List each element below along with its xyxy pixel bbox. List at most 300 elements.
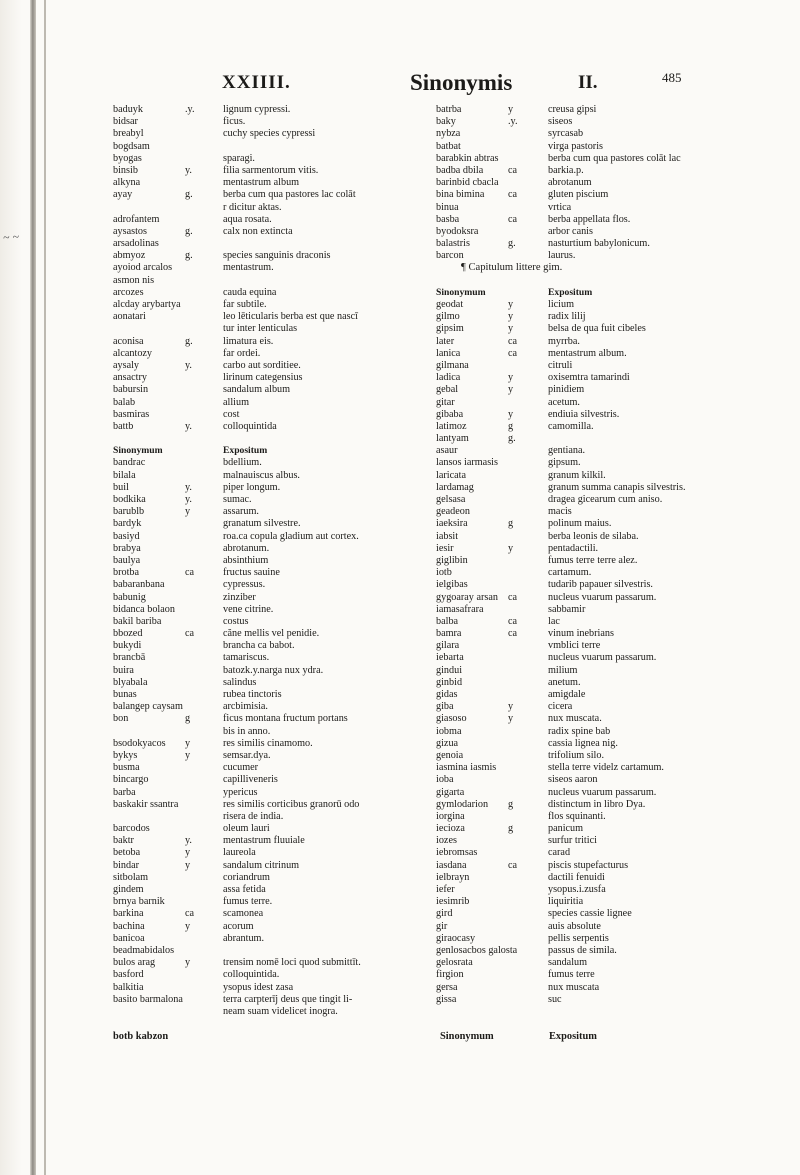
glossary-meaning: far ordei. [223, 347, 261, 359]
glossary-term: barcodos [113, 823, 150, 835]
glossary-term: basba [436, 213, 460, 225]
glossary-row [113, 141, 378, 153]
glossary-meaning: piper longum. [223, 481, 281, 493]
glossary-meaning: endiuia silvestris. [548, 408, 620, 420]
glossary-term: iabsit [436, 530, 459, 542]
glossary-row [113, 677, 378, 689]
glossary-term: binua [436, 201, 459, 213]
glossary-term: balkitia [113, 981, 144, 993]
glossary-row [113, 214, 378, 226]
glossary-term: gelsasa [436, 494, 466, 505]
glossary-term: buira [113, 664, 134, 676]
glossary-row [436, 543, 706, 555]
glossary-meaning: salindus [223, 676, 257, 688]
language-mark: y [508, 384, 514, 396]
glossary-term: bukydi [113, 640, 142, 652]
glossary-term: bsodokyacos [113, 737, 166, 749]
glossary-meaning: barkia.p. [548, 164, 584, 176]
glossary-row [113, 604, 378, 616]
glossary-meaning: abrotanum [548, 177, 592, 189]
glossary-meaning: carbo aut sorditiee. [223, 359, 301, 371]
glossary-row [436, 982, 706, 994]
glossary-meaning: nux muscata [548, 981, 600, 993]
glossary-term: gipsim [436, 323, 464, 335]
glossary-meaning: milium [548, 664, 578, 676]
glossary-term: iebarta [436, 652, 464, 664]
glossary-term: iasmina iasmis [436, 762, 497, 774]
glossary-term: batbat [436, 140, 461, 152]
glossary-meaning: berba appellata flos. [548, 213, 631, 225]
glossary-meaning: sparagi. [223, 152, 255, 164]
glossary-term: gebal [436, 384, 459, 396]
glossary-row [113, 616, 378, 628]
language-mark: y. [185, 835, 192, 847]
glossary-term: laricata [436, 469, 466, 481]
glossary-row [113, 348, 378, 360]
glossary-row [113, 592, 378, 604]
language-mark: ca [508, 347, 518, 359]
language-mark: g. [185, 250, 193, 262]
glossary-row [113, 823, 378, 835]
glossary-meaning: rubea tinctoris [223, 689, 282, 700]
language-mark: y. [185, 481, 192, 493]
glossary-meaning: ficus montana fructum portans [223, 713, 348, 725]
glossary-row [436, 677, 706, 689]
glossary-term: lardamag [436, 481, 474, 493]
glossary-meaning: costus [223, 615, 249, 627]
glossary-row [436, 787, 706, 799]
glossary-row [436, 494, 706, 506]
glossary-term: barba [113, 786, 136, 798]
binding-gutter [30, 0, 36, 1175]
glossary-term: balangep caysam [113, 701, 183, 713]
glossary-term: batrba [436, 104, 462, 115]
glossary-meaning: filia sarmentorum vitis. [223, 164, 319, 176]
glossary-meaning: granatum silvestre. [223, 518, 301, 530]
glossary-term: iesir [436, 542, 454, 554]
glossary-meaning: limatura eis. [223, 335, 274, 347]
glossary-meaning: nucleus vuarum passarum. [548, 591, 657, 603]
glossary-row [436, 567, 706, 579]
glossary-term: iotb [436, 567, 452, 579]
language-mark: y [508, 372, 514, 384]
glossary-term: alkyna [113, 177, 141, 189]
glossary-row [436, 482, 706, 494]
glossary-row [436, 104, 706, 116]
glossary-meaning: oleum lauri [223, 823, 270, 835]
glossary-term: iebromsas [436, 847, 478, 859]
glossary-meaning: brancha ca babot. [223, 640, 295, 652]
glossary-meaning: nasturtium babylonicum. [548, 238, 650, 250]
glossary-row [113, 847, 378, 859]
glossary-row [436, 177, 706, 189]
glossary-meaning: assarum. [223, 506, 259, 518]
language-mark: g [508, 798, 514, 810]
glossary-meaning: terra carpterīj deus que tingit li- [223, 993, 353, 1005]
glossary-meaning: bis in anno. [223, 725, 271, 737]
glossary-row [436, 969, 706, 981]
glossary-meaning: trifolium silo. [548, 749, 605, 761]
glossary-meaning: allium [223, 396, 250, 408]
glossary-row [113, 128, 378, 140]
glossary-meaning: colloquintida. [223, 969, 280, 981]
glossary-row [436, 531, 706, 543]
glossary-term: gelosrata [436, 957, 473, 969]
language-mark: g. [185, 335, 193, 347]
glossary-row [113, 969, 378, 981]
glossary-meaning: ficus. [223, 116, 246, 128]
glossary-row [436, 421, 706, 433]
glossary-meaning: gentiana. [548, 445, 586, 457]
glossary-row [436, 713, 706, 725]
glossary-term: aconisa [113, 335, 144, 347]
glossary-row [113, 738, 378, 750]
glossary-row [113, 860, 378, 872]
glossary-row [113, 652, 378, 664]
language-mark: y. [185, 494, 192, 505]
glossary-term: badba dbila [436, 164, 484, 176]
glossary-term: bakil bariba [113, 615, 162, 627]
glossary-term: gersa [436, 981, 458, 993]
glossary-term: baduyk [113, 104, 143, 115]
language-mark: ca [508, 164, 518, 176]
glossary-term: lantyam [436, 433, 469, 445]
glossary-meaning: aqua rosata. [223, 213, 272, 225]
glossary-meaning: siseos aaron [548, 774, 598, 786]
glossary-term: latimoz [436, 420, 467, 432]
glossary-meaning: carad [548, 847, 571, 859]
glossary-row [113, 750, 378, 762]
glossary-term: bidanca bolaon [113, 603, 175, 615]
glossary-row [113, 762, 378, 774]
glossary-term: iobma [436, 725, 462, 737]
language-mark: y [508, 311, 514, 323]
right-footer-synonym: Sinonymum [440, 1031, 494, 1042]
glossary-row [436, 506, 706, 518]
glossary-meaning: citruli [548, 359, 573, 371]
glossary-meaning: zinziber [223, 591, 256, 603]
glossary-row [113, 957, 378, 969]
left-footer: botb kabzon [113, 1031, 169, 1042]
glossary-meaning: gipsum. [548, 457, 581, 469]
glossary-term: lanica [436, 347, 461, 359]
glossary-meaning: vinum inebrians [548, 628, 614, 640]
glossary-row [436, 214, 706, 226]
glossary-row [113, 1006, 378, 1018]
glossary-row [436, 847, 706, 859]
glossary-row [113, 372, 378, 384]
glossary-row [436, 457, 706, 469]
language-mark: ca [185, 567, 195, 579]
glossary-meaning: res similis corticibus granorū odo [223, 798, 360, 810]
glossary-row [113, 665, 378, 677]
glossary-row [113, 640, 378, 652]
glossary-row [113, 153, 378, 165]
glossary-row [113, 799, 378, 811]
glossary-term: iesimrib [436, 896, 470, 908]
glossary-meaning: gluten piscium [548, 189, 609, 201]
glossary-row [436, 896, 706, 908]
glossary-row [113, 397, 378, 409]
glossary-row [436, 592, 706, 604]
glossary-term: bbozed [113, 628, 143, 640]
glossary-term: bon [113, 713, 129, 725]
glossary-row [113, 287, 378, 299]
language-mark: ca [185, 908, 195, 920]
glossary-meaning: r dicitur aktas. [223, 201, 282, 213]
glossary-row [436, 701, 706, 713]
folio-number: 485 [662, 70, 682, 85]
glossary-row [436, 579, 706, 591]
glossary-row [113, 774, 378, 786]
glossary-row [436, 397, 706, 409]
glossary-row [113, 884, 378, 896]
glossary-meaning: anetum. [548, 676, 581, 688]
language-mark: ca [508, 859, 518, 871]
glossary-term: arsadolinas [113, 238, 159, 250]
glossary-meaning: assa fetida [223, 884, 266, 895]
glossary-row [436, 604, 706, 616]
glossary-meaning: scamonea [223, 908, 264, 920]
glossary-meaning: cucumer [223, 762, 259, 774]
glossary-meaning: sumac. [223, 494, 252, 505]
glossary-row [113, 433, 378, 445]
glossary-meaning: cuchy species cypressi [223, 128, 316, 140]
glossary-term: asaur [436, 445, 458, 457]
glossary-term: balba [436, 615, 459, 627]
glossary-row [436, 372, 706, 384]
glossary-meaning: licium [548, 299, 575, 310]
glossary-term: asmon nis [113, 274, 155, 286]
glossary-row [436, 738, 706, 750]
glossary-term: blyabala [113, 676, 148, 688]
glossary-term: gir [436, 920, 448, 932]
glossary-row [113, 165, 378, 177]
glossary-row [436, 726, 706, 738]
glossary-row [113, 104, 378, 116]
language-mark: y [508, 713, 514, 725]
glossary-row [113, 835, 378, 847]
language-mark: y [185, 506, 191, 518]
glossary-term: baky [436, 116, 456, 128]
glossary-term: aysastos [113, 225, 147, 237]
glossary-row [113, 409, 378, 421]
glossary-row [113, 518, 378, 530]
glossary-meaning: panicum [548, 823, 584, 835]
glossary-meaning: capilliveneris [223, 774, 278, 786]
glossary-term: bina bimina [436, 189, 485, 201]
glossary-term: gilmo [436, 311, 460, 323]
glossary-meaning: nucleus vuarum passarum. [548, 786, 657, 798]
glossary-row [113, 177, 378, 189]
language-mark: g [508, 420, 514, 432]
glossary-row [436, 762, 706, 774]
language-mark: y [508, 542, 514, 554]
glossary-meaning: mentastrum album [223, 177, 300, 189]
glossary-term: banicoa [113, 932, 145, 944]
glossary-row [113, 531, 378, 543]
margin-note: ~ ~ [2, 229, 20, 245]
glossary-meaning: cypressus. [223, 579, 266, 591]
glossary-meaning: fumus terre [548, 969, 595, 981]
glossary-term: alcday arybartya [113, 299, 181, 310]
glossary-row [436, 336, 706, 348]
glossary-row [113, 482, 378, 494]
glossary-term: basito barmalona [113, 993, 183, 1005]
glossary-term: bunas [113, 689, 137, 700]
glossary-row [113, 470, 378, 482]
glossary-row [436, 141, 706, 153]
language-mark: y [508, 408, 514, 420]
glossary-meaning: berba leonis de silaba. [548, 530, 639, 542]
glossary-row [436, 652, 706, 664]
glossary-term: bachina [113, 920, 145, 932]
glossary-row [113, 994, 378, 1006]
section-heading [436, 262, 706, 274]
glossary-term: balastris [436, 238, 470, 250]
right-column [436, 104, 706, 1006]
glossary-term: battb [113, 420, 134, 432]
glossary-meaning: absinthium [223, 554, 269, 566]
glossary-meaning: flos squinanti. [548, 810, 606, 822]
glossary-meaning: acetum. [548, 396, 580, 408]
language-mark: y [508, 299, 514, 310]
glossary-row [436, 665, 706, 677]
glossary-row [436, 165, 706, 177]
glossary-meaning: leo lēticularis berba est que nascī [223, 311, 358, 323]
glossary-meaning: sandalum album [223, 384, 291, 396]
glossary-row [113, 689, 378, 701]
glossary-meaning: polinum maius. [548, 518, 612, 530]
glossary-term: barkina [113, 908, 144, 920]
header-left-numeral: XXIIII. [222, 72, 291, 93]
glossary-meaning: mentastrum fluuiale [223, 835, 305, 847]
glossary-meaning: semsar.dya. [223, 749, 271, 761]
glossary-row [113, 811, 378, 823]
glossary-meaning: species cassie lignee [548, 908, 632, 920]
glossary-row [113, 506, 378, 518]
glossary-term: breabyl [113, 128, 144, 140]
glossary-meaning: tamariscus. [223, 652, 270, 664]
glossary-term: giba [436, 701, 454, 713]
glossary-meaning: cauda equina [223, 286, 277, 298]
language-mark: y [508, 701, 514, 713]
glossary-meaning: res similis cinamomo. [223, 737, 313, 749]
glossary-row [436, 799, 706, 811]
glossary-term: Sinonymum [113, 445, 163, 457]
glossary-term: babursin [113, 384, 149, 396]
glossary-row [436, 470, 706, 482]
glossary-row [436, 311, 706, 323]
language-mark: g [185, 713, 191, 725]
language-mark: g [508, 823, 514, 835]
language-mark: ca [185, 628, 195, 640]
glossary-term: abmyoz [113, 250, 146, 262]
glossary-term: baskakir ssantra [113, 798, 179, 810]
glossary-row [113, 896, 378, 908]
glossary-term: firgion [436, 969, 464, 981]
glossary-term: genlosacbos galosta [436, 944, 518, 956]
glossary-term: gidas [436, 689, 458, 700]
glossary-meaning: ypericus [223, 786, 258, 798]
glossary-meaning: trensim nomē loci quod submittīt. [223, 957, 361, 969]
language-mark: g. [508, 433, 516, 445]
glossary-meaning: berba cum qua pastores colāt lac [548, 152, 681, 164]
glossary-row [113, 250, 378, 262]
language-mark: g. [185, 225, 193, 237]
glossary-term: iaeksira [436, 518, 468, 530]
language-mark: g. [508, 238, 516, 250]
glossary-term: basford [113, 969, 144, 981]
glossary-term: iecioza [436, 823, 465, 835]
glossary-meaning: lirinum categensius [223, 372, 303, 384]
glossary-term: bindar [113, 859, 140, 871]
glossary-row [436, 640, 706, 652]
glossary-row [113, 421, 378, 433]
glossary-term: iefer [436, 884, 455, 895]
glossary-term: iorgina [436, 810, 465, 822]
glossary-term: iamasafrara [436, 603, 484, 615]
glossary-row [113, 713, 378, 725]
glossary-row [113, 567, 378, 579]
glossary-row [436, 433, 706, 445]
glossary-term: brotba [113, 567, 140, 579]
glossary-row [113, 555, 378, 567]
glossary-term: iozes [436, 835, 457, 847]
glossary-row [113, 921, 378, 933]
glossary-term: brnya barnik [113, 896, 165, 908]
glossary-term: giglibin [436, 554, 468, 566]
glossary-row [436, 323, 706, 335]
glossary-row [436, 202, 706, 214]
glossary-row [113, 202, 378, 214]
glossary-meaning: virga pastoris [548, 140, 603, 152]
glossary-meaning: abrantum. [223, 932, 265, 944]
glossary-meaning: acorum [223, 920, 254, 932]
glossary-row [113, 908, 378, 920]
glossary-term: Sinonymum [436, 286, 486, 298]
glossary-row [113, 872, 378, 884]
glossary-term: bamra [436, 628, 462, 640]
glossary-term: gilmana [436, 359, 469, 371]
glossary-meaning: pinidiem [548, 384, 585, 396]
glossary-meaning: amigdale [548, 689, 586, 700]
glossary-meaning: macis [548, 506, 572, 518]
glossary-row [113, 336, 378, 348]
glossary-meaning: suc [548, 993, 562, 1005]
glossary-term: ioba [436, 774, 454, 786]
glossary-row [436, 957, 706, 969]
glossary-term: later [436, 335, 455, 347]
glossary-meaning: myrrba. [548, 335, 580, 347]
glossary-term: ielbrayn [436, 871, 470, 883]
glossary-meaning: risera de india. [223, 810, 284, 822]
language-mark: g [508, 518, 514, 530]
glossary-term: bincargo [113, 774, 149, 786]
glossary-meaning: sabbamir [548, 603, 586, 615]
glossary-row [113, 360, 378, 372]
glossary-meaning: Expositum [223, 445, 268, 457]
glossary-meaning: surfur tritici [548, 835, 597, 847]
glossary-row [113, 384, 378, 396]
glossary-meaning: calx non extincta [223, 225, 293, 237]
glossary-meaning: cartamum. [548, 567, 592, 579]
glossary-term: ayay [113, 189, 133, 201]
glossary-term: gilara [436, 640, 460, 652]
language-mark: .y. [508, 116, 518, 128]
glossary-meaning: nux muscata. [548, 713, 602, 725]
glossary-term: barcon [436, 250, 464, 262]
